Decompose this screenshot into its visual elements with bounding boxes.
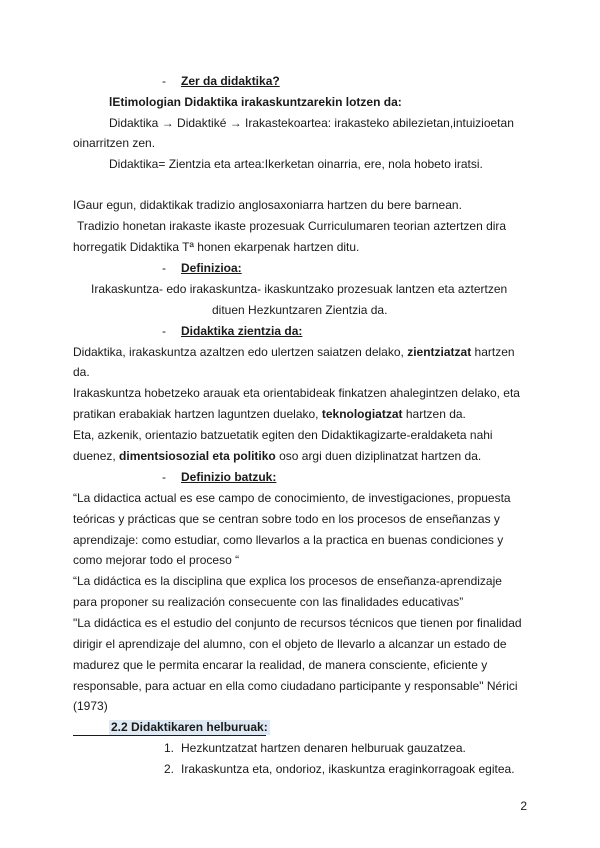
heading-didaktika-zientzia-da: Didaktika zientzia da:: [181, 324, 303, 338]
quote-3-line: madurez que le permita encarar la realidad, de manera consciente, eficiente y: [73, 658, 488, 672]
definition-line-1: Irakaskuntza- edo irakaskuntza- ikaskuntzako prozesuak lantzen eta aztertzen: [91, 282, 508, 296]
text-run: Didaktika, irakaskuntza azaltzen edo ulertzen saiatzen delako,: [73, 345, 408, 359]
bold-term: teknologiatzat: [321, 407, 403, 421]
bullet-dash: -: [162, 470, 166, 484]
quote-1-line: como mejorar todo el proceso “: [73, 553, 240, 567]
heading-definizioa: Definizioa:: [181, 261, 242, 275]
etymology-heading: lEtimologian Didaktika irakaskuntzarekin lotzen da:: [109, 95, 402, 109]
list-item: Irakaskuntza eta, ondorioz, ikaskuntza eraginkorragoak egitea.: [181, 762, 515, 776]
heading-helburuak: 2.2 Didaktikaren helburuak:: [111, 720, 268, 734]
science-paragraph-line-1: [73, 345, 515, 360]
text-run: oso argi duen diziplinatzat hartzen da.: [275, 449, 482, 463]
page-number: 2: [520, 799, 527, 813]
text-run: hartzen: [471, 345, 515, 359]
social-paragraph-line-1: Eta, azkenik, orientazio batzuetatik egiten den Didaktikagizarte-eraldaketa nahi: [73, 428, 493, 442]
social-paragraph-line-2: [73, 449, 481, 464]
quote-1-line: aprendizaje: como estudiar, como llevarlos a la practica en buenas condiciones y: [73, 533, 504, 547]
technology-paragraph-line-1: Irakaskuntza hobetzeko arauak eta orientabideak finkatzen ahalegintzen delako, eta: [73, 386, 520, 400]
text-run: hartzen da.: [402, 407, 466, 421]
quote-3-line: dirigir el aprendizaje del alumno, con el objeto de llevarlo a alcanzar un estado de: [73, 637, 507, 651]
bold-term: zientziatzat: [407, 345, 472, 359]
bullet-dash: -: [162, 74, 166, 88]
bullet-dash: -: [162, 261, 166, 275]
list-item-number: 1.: [164, 741, 175, 755]
tradition-line-2: Tradizio honetan irakaste ikaste prozesuak Curriculumaren teorian aztertzen dira: [77, 219, 507, 233]
list-item: Hezkuntzatzat hartzen denaren helburuak gauzatzea.: [181, 741, 466, 755]
etymology-line-2: oinarritzen zen.: [73, 136, 156, 150]
bold-term: dimentsiosozial eta politiko: [119, 449, 276, 463]
technology-paragraph-line-2: [73, 407, 466, 422]
science-paragraph-line-2: da.: [73, 365, 90, 379]
tradition-line-3: horregatik Didaktika Tª honen ekarpenak hartzen ditu.: [73, 240, 360, 254]
quote-3-line: responsable, para actuar en ella como ciudadano participante y responsable" Nérici: [73, 679, 518, 693]
text-run: duenez,: [73, 449, 120, 463]
etymology-line-1: Didaktika → Didaktiké → Irakastekoartea: irakasteko abilezietan,intuizioetan: [109, 116, 514, 130]
etymology-line-3: Didaktika= Zientzia eta artea:Ikerketan oinarria, ere, nola hobeto iratsi.: [109, 157, 483, 171]
bullet-dash: -: [162, 324, 166, 338]
definition-line-2: dituen Hezkuntzaren Zientzia da.: [212, 303, 388, 317]
quote-1-line: “La didactica actual es ese campo de conocimiento, de investigaciones, propuesta: [73, 491, 511, 505]
quote-1-line: teóricas y prácticas que se centran sobre todo en los procesos de enseñanzas y: [73, 512, 500, 526]
list-item-number: 2.: [164, 762, 175, 776]
quote-2-line: “La didáctica es la disciplina que explica los procesos de enseñanza-aprendizaje: [73, 574, 502, 588]
quote-3-line: "La didáctica es el estudio del conjunto de recursos técnicos que tienen por finalidad: [73, 616, 522, 630]
quote-2-line: para proponer su realización consecuente con las finalidades educativas”: [73, 595, 464, 609]
quote-3-line: (1973): [73, 699, 108, 713]
tradition-line-1: IGaur egun, didaktikak tradizio anglosaxoniarra hartzen du bere barnean.: [73, 198, 462, 212]
heading-zer-da-didaktika: Zer da didaktika?: [181, 74, 280, 88]
text-run: pratikan erabakiak hartzen laguntzen duelako,: [73, 407, 322, 421]
heading-definizio-batzuk: Definizio batzuk:: [181, 470, 277, 484]
